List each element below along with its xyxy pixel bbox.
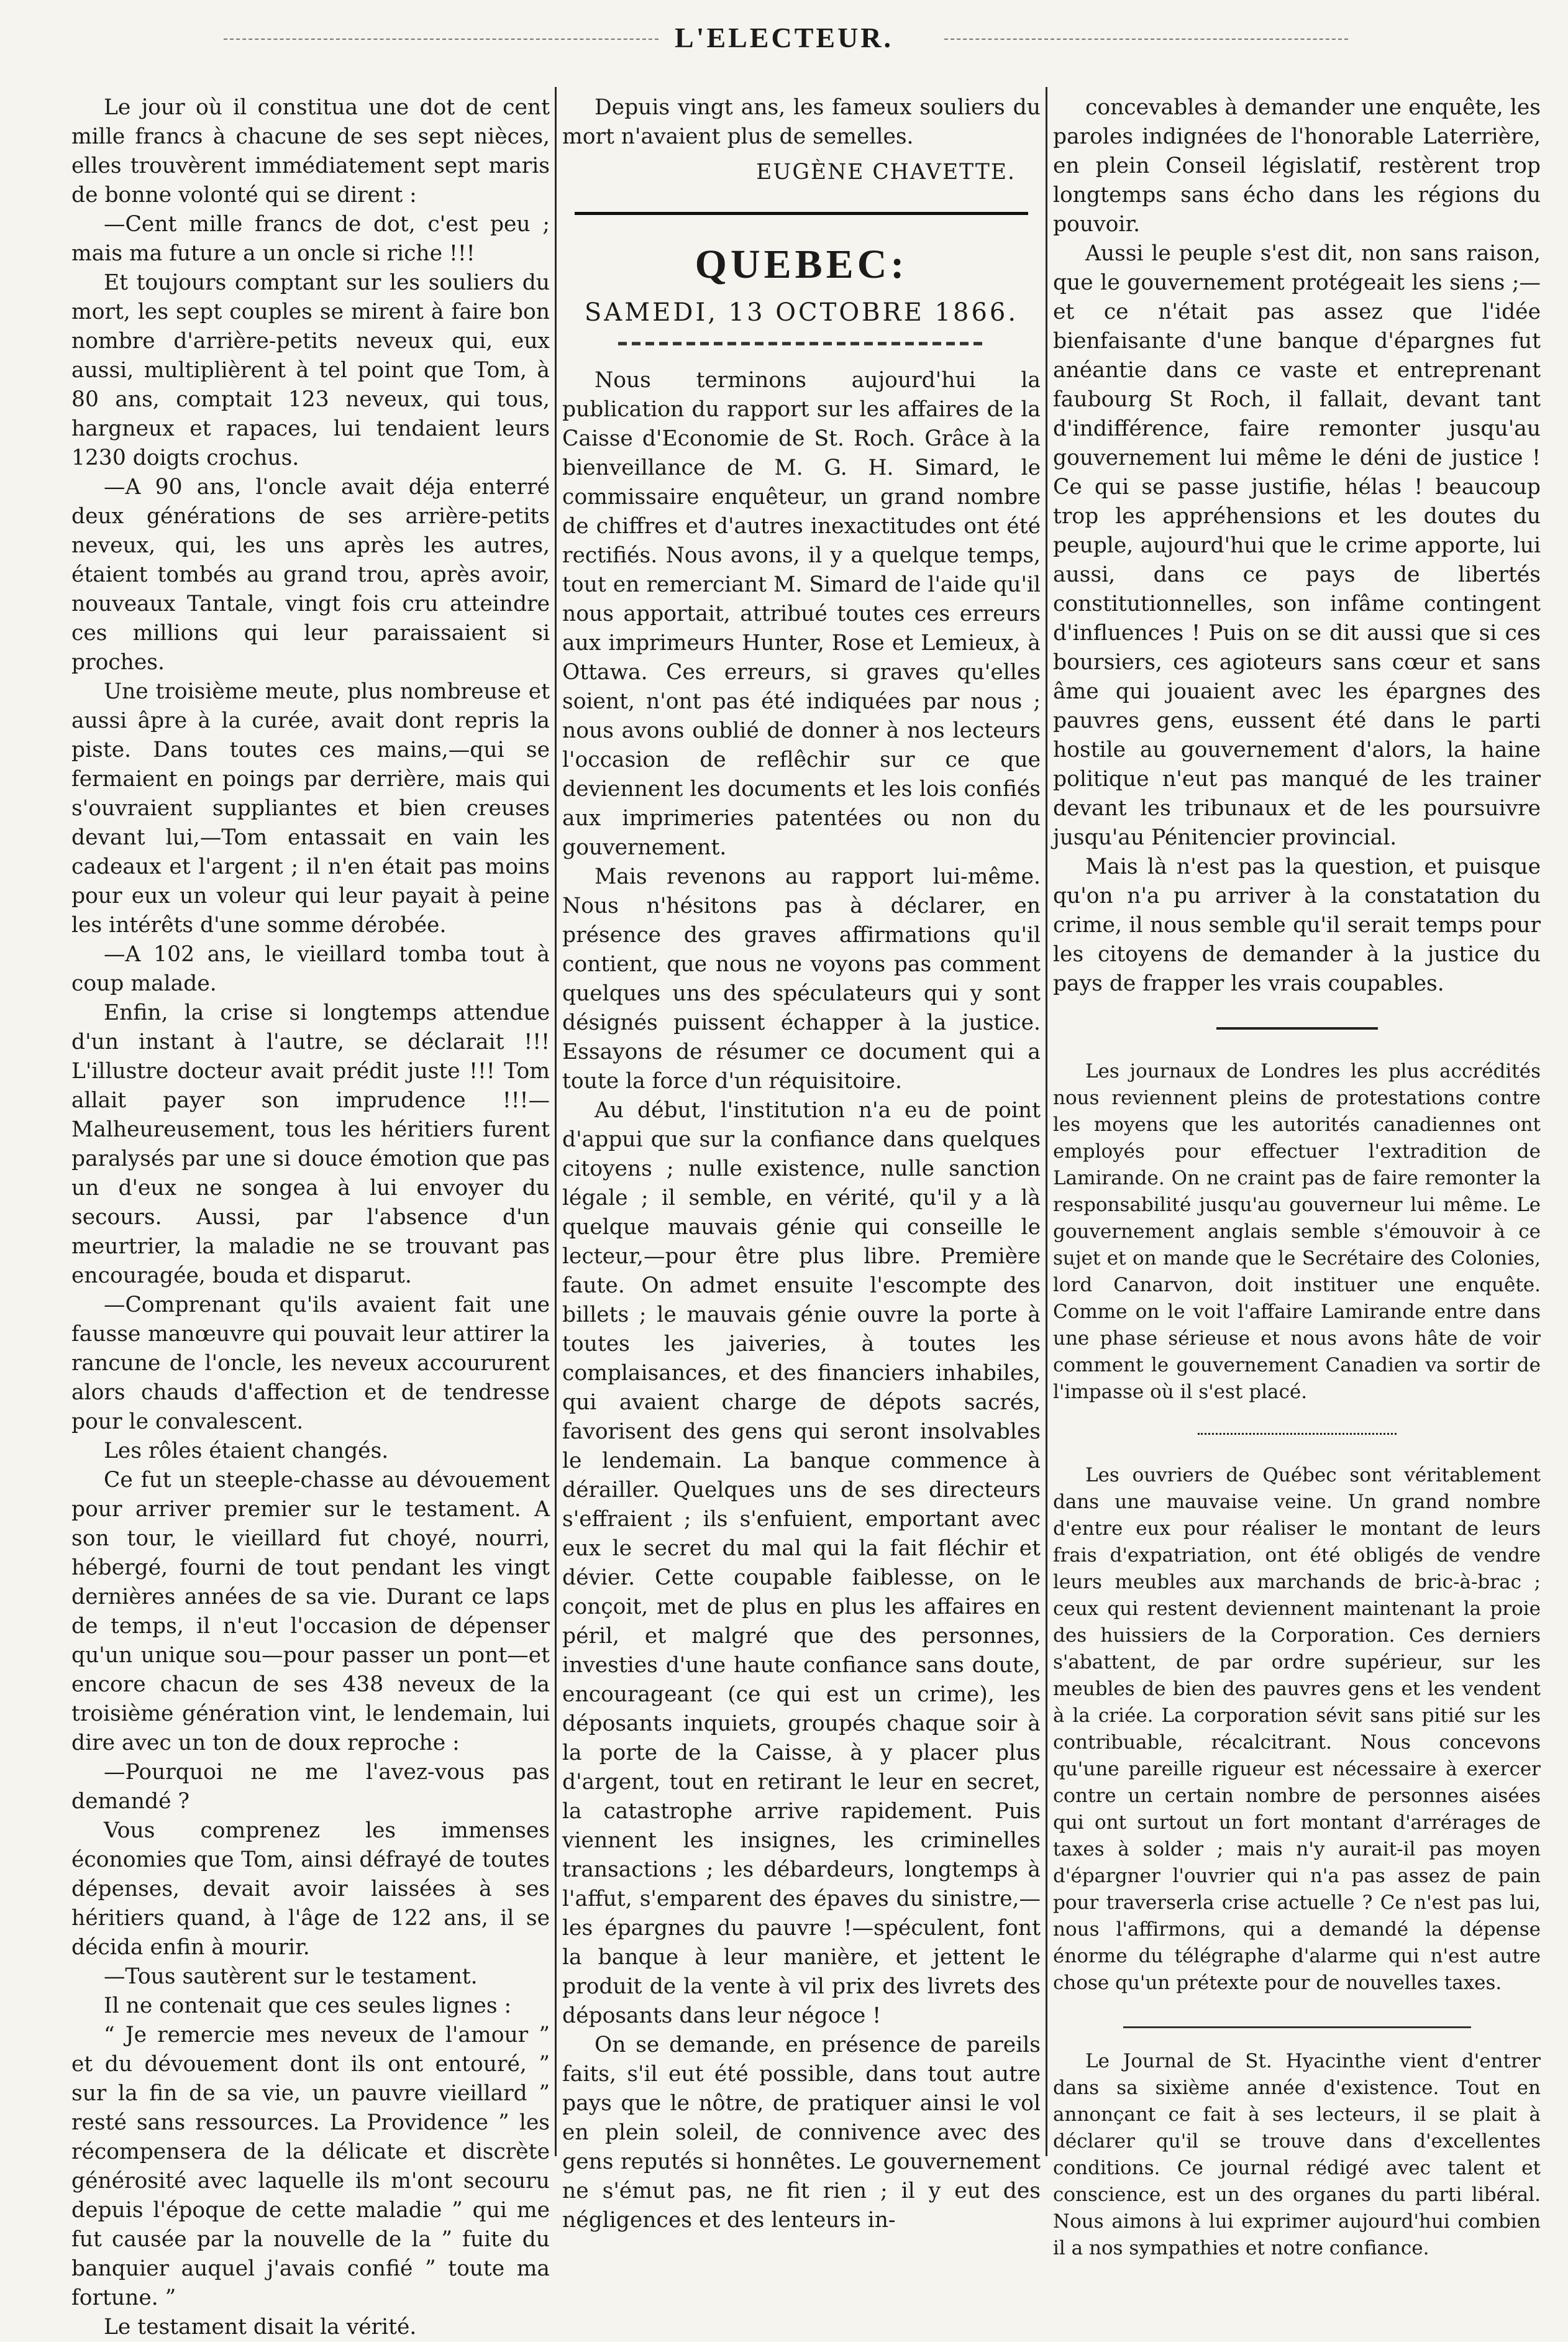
paragraph: Le testament disait la vérité. xyxy=(104,2315,417,2340)
paragraph: On se demande, en présence de pareils faits, s'il eut été possible, dans tout autre pays que le nôtre, de pratiquer ainsi le vol en plein soleil, de connivence avec des gens reputés si honnêtes. Le gouvernement ne s'émut pas, ne fit rien ; il y eut des négligences et des lenteurs in- xyxy=(562,2033,1041,2233)
testament-quote: “ Je remercie mes neveux de l'amour ” et du dévouement dont ils ont entouré, ” sur la fin de sa vie, un pauvre vieillard ” resté sans ressources. La Providence ” les récompensera de la délicate et discrète générosité avec laquelle ils m'ont secouru depuis l'époque de cette maladie ” qui me fut causée par la nouvelle de la ” fuite du banquier auquel j'avais confié ” toute ma fortune. ” xyxy=(71,2023,550,2310)
paragraph: Une troisième meute, plus nombreuse et aussi âpre à la curée, avait dont repris la piste. Dans toutes ces mains,—qui se fermaient en poings par derrière, mais qui s'ouvraient suppliantes et bien creuses devant lui,—Tom entassait en vain les cadeaux et l'argent ; il n'en était pas moins pour eux un voleur qui leur payait à peine les intérêts d'une somme dérobée. xyxy=(71,679,550,938)
masthead xyxy=(0,0,1568,81)
section-rule xyxy=(575,212,1028,215)
dateline: SAMEDI, 13 OCTOBRE 1866. xyxy=(584,298,1019,327)
paragraph: Depuis vingt ans, les fameux souliers du mort n'avaient plus de semelles. xyxy=(562,95,1041,149)
paragraph: Ce fut un steeple-chasse au dévouement pour arriver premier sur le testament. A son tour, le vieillard fut choyé, nourri, hébergé, fourni de tout pendant les vingt dernières années de sa vie. Durant ce laps de temps, il n'eut l'occasion de dépenser qu'un unique sou—pour passer un pont—et encore chacun de ses 438 neveux de la troisième génération vint, le lendemain, lui dire avec un ton de doux reproche : xyxy=(71,1468,550,1755)
section-heading: QUEBEC: xyxy=(695,242,908,287)
news-note: Le Journal de St. Hyacinthe vient d'entrer dans sa sixième année d'existence. Tout en annonçant ce fait à ses lecteurs, il se plait à déclarer qu'il se trouve dans d'excellentes conditions. Ce journal rédigé avec talent et conscience, est un des organes du parti libéral. Nous aimons à lui exprimer aujourd'hui combien il a nos sympathies et notre confiance. xyxy=(1053,2050,1541,2259)
paragraph: Il ne contenait que ces seules lignes : xyxy=(104,1993,512,2018)
paragraph: —Comprenant qu'ils avaient fait une fausse manœuvre qui pouvait leur attirer la rancune de l'oncle, les neveux accoururent alors chauds d'affection et de tendresse pour le convalescent. xyxy=(71,1292,550,1434)
column-right xyxy=(1053,93,1541,2259)
author-signature: EUGÈNE CHAVETTE. xyxy=(756,160,1016,185)
paragraph: Nous terminons aujourd'hui la publication du rapport sur les affaires de la Caisse d'Economie de St. Roch. Grâce à la bienveillance de M. G. H. Simard, le commissaire enquêteur, un grand nombre de chiffres et d'autres inexactitudes ont été rectifiés. Nous avons, il y a quelque temps, tout en remerciant M. Simard de l'aide qu'il nous apportait, attribué toutes ces erreurs aux imprimeurs Hunter, Rose et Lemieux, à Ottawa. Ces erreurs, si graves qu'elles soient, n'ont pas été indiquées par nous ; nous avons oublié de donner à nos lecteurs l'occasion de reflêchir sur ce que deviennent les documents et les lois confiés aux imprimeries patentées ou non du gouvernement. xyxy=(562,368,1041,860)
section-divider xyxy=(1198,1433,1397,1435)
paragraph: Mais revenons au rapport lui-même. Nous n'hésitons pas à déclarer, en présence des graves affirmations qu'il contient, que nous ne voyons pas comment quelques uns des spéculateurs qui y sont désignés puissent échapper à la justice. Essayons de résumer ce document qui a toute la force d'un réquisitoire. xyxy=(562,864,1041,1094)
paragraph: Vous comprenez les immenses économies que Tom, ainsi défrayé de toutes dépenses, devait avoir laissées à ses héritiers quand, à l'âge de 122 ans, il se décida enfin à mourir. xyxy=(71,1818,550,1960)
newspaper-title: L'ELECTEUR. xyxy=(674,22,894,53)
section-divider xyxy=(1216,1027,1378,1030)
paragraph: Le jour où il constitua une dot de cent mille francs à chacune de ses sept nièces, elles trouvèrent immédiatement sept maris de bonne volonté qui se dirent : xyxy=(71,95,550,208)
paragraph: —Tous sautèrent sur le testament. xyxy=(104,1964,478,1989)
paragraph: Au début, l'institution n'a eu de point d'appui que sur la confiance dans quelques citoyens ; nulle existence, nulle sanction légale ; il semble, en vérité, qu'il y a là quelque mauvais génie qui conseille le lecteur,—pour être plus libre. Première faute. On admet ensuite l'escompte des billets ; le mauvais génie ouvre la porte à toutes les jaiveries, à toutes les complaisances, et des financiers inhabiles, qui avaient charge de dépots sacrés, favorisent des gens qui seront insolvables le lendemain. La banque commence à dérailler. Quelques uns de ses directeurs s'effraient ; ils s'enfuient, emportant avec eux le secret du mal qui la fait fléchir et dévier. Cette coupable faiblesse, on le conçoit, met de plus en plus les affaires en péril, et malgré que des personnes, investies d'une haute confiance sans doute, encourageant (ce qui est un crime), les déposants inquiets, groupés chaque soir à la porte de la Caisse, à y placer plus d'argent, tout en retirant le leur en secret, la catastrophe arrive rapidement. Puis viennent les insignes, les criminelles transactions ; les débardeurs, longtemps à l'affut, s'emparent des épaves du sinistre,—les épargnes du pauvre !—spéculent, font la banque à leur manière, et jettent le produit de la vente à vil prix des livrets des déposants dans leur négoce ! xyxy=(562,1098,1041,2028)
news-note: Les journaux de Londres les plus accrédités nous reviennent pleins de protestations contre les moyens que les autorités canadiennes ont employés pour effectuer l'extradition de Lamirande. On ne craint pas de faire remonter la responsabilité jusqu'au gouverneur lui même. Le gouvernement anglais semble s'émouvoir à ce sujet et on mande que le Secrétaire des Colonies, lord Canarvon, doit instituer une enquête. Comme on le voit l'affaire Lamirande entre dans une phase sérieuse et nous avons hâte de voir comment le gouvernement Canadien va sortir de l'impasse où il s'est placé. xyxy=(1053,1060,1541,1403)
paragraph: Les rôles étaient changés. xyxy=(104,1439,389,1463)
decorative-rule xyxy=(618,335,985,352)
paragraph: —Pourquoi ne me l'avez-vous pas demandé ? xyxy=(71,1760,550,1814)
masthead-rule-right xyxy=(944,39,1348,40)
paragraph: —Cent mille francs de dot, c'est peu ; mais ma future a un oncle si riche !!! xyxy=(71,212,550,266)
column-center xyxy=(562,93,1041,2233)
column-divider xyxy=(1046,87,1047,2156)
section-divider xyxy=(1123,2026,1471,2028)
news-note: Les ouvriers de Québec sont véritablement dans une mauvaise veine. Un grand nombre d'entre eux pour réaliser le montant de leurs frais d'expatriation, ont été obligés de vendre leurs meubles aux marchands de bric-à-brac ; ceux qui restent deviennent maintenant la proie des huissiers de la Corporation. Ces derniers s'abattent, de par ordre supérieur, sur les meubles de bien des pauvres gens et les vendent à la criée. La corporation sévit sans pitié sur les contribuable, récalcitrant. Nous concevons qu'une pareille rigueur est nécessaire à exercer contre un certain nombre de personnes aisées qui ont surtout un fort montant d'arrérages de taxes à solder ; mais n'y aurait-il pas moyen d'épargner l'ouvrier qui n'a pas assez de pain pour traverserla crise actuelle ? Ce n'est pas lui, nous l'affirmons, qui a demandé la dépense énorme du télégraphe d'alarme qui n'est autre chose qu'un prétexte pour de nouvelles taxes. xyxy=(1053,1464,1541,1994)
paragraph: Et toujours comptant sur les souliers du mort, les sept couples se mirent à faire bon nombre d'arrière-petits neveux qui, eux aussi, multiplièrent à tel point que Tom, à 80 ans, comptait 123 neveux, qui tous, hargneux et rapaces, lui tendaient leurs 1230 doigts crochus. xyxy=(71,270,550,470)
column-left xyxy=(71,93,550,2340)
column-divider xyxy=(555,87,557,2156)
paragraph: —A 102 ans, le vieillard tomba tout à coup malade. xyxy=(71,942,550,996)
paragraph: Mais là n'est pas la question, et puisque qu'on n'a pu arriver à la constatation du crime, il nous semble qu'il serait temps pour les citoyens de demander à la justice du pays de frapper les vrais coupables. xyxy=(1053,854,1541,996)
paragraph: concevables à demander une enquête, les paroles indignées de l'honorable Laterrière, en plein Conseil législatif, restèrent trop longtemps sans écho dans les régions du pouvoir. xyxy=(1053,95,1541,237)
paragraph: Aussi le peuple s'est dit, non sans raison, que le gouvernement protégeait les siens ;—et ce n'était pas assez que l'idée bienfaisante d'une banque d'épargnes fut anéantie dans ce vaste et entreprenant faubourg St Roch, il fallait, devant tant d'indifférence, faire remonter jusqu'au gouvernement lui même le déni de justice ! Ce qui se passe justifie, hélas ! beaucoup trop les appréhensions et les doutes du peuple, aujourd'hui que le crime apporte, lui aussi, dans ce pays de libertés constitutionnelles, son infâme contingent d'influences ! Puis on se dit aussi que si ces boursiers, ces agioteurs sans cœur et sans âme qui jouaient avec les épargnes des pauvres gens, eussent été dans le parti hostile au gouvernement d'alors, la haine politique n'eut pas manqué de les trainer devant les tribunaux et de les poursuivre jusqu'au Pénitencier provincial. xyxy=(1053,241,1541,850)
paragraph: —A 90 ans, l'oncle avait déja enterré deux générations de ses arrière-petits neveux, qui, les uns après les autres, étaient tombés au grand trou, après avoir, nouveaux Tantale, vingt fois cru atteindre ces millions qui leur paraissaient si proches. xyxy=(71,475,550,675)
paragraph: Enfin, la crise si longtemps attendue d'un instant à l'autre, se déclarait !!! L'illustre docteur avait prédit juste !!! Tom allait payer son imprudence !!!—Malheureusement, tous les héritiers furent paralysés par une si douce émotion que pas un d'eux ne songea à lui envoyer du secours. Aussi, par l'absence d'un meurtrier, la maladie ne se trouvant pas encouragée, bouda et disparut. xyxy=(71,1000,550,1288)
